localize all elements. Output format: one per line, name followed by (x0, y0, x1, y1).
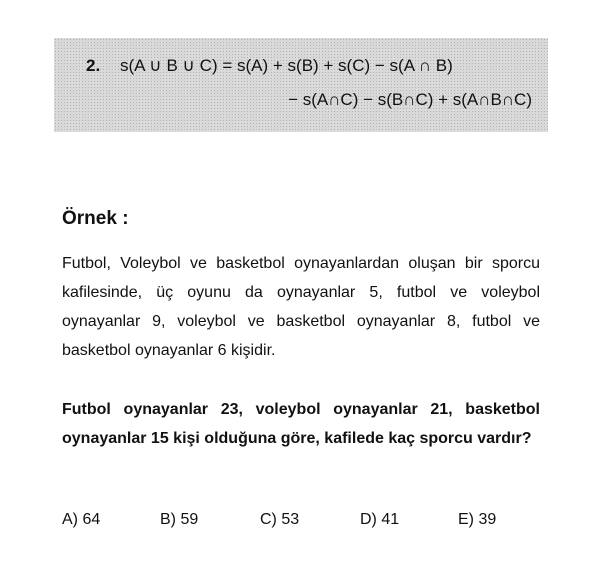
choice-a[interactable]: A) 64 (62, 511, 101, 528)
choice-d[interactable]: D) 41 (360, 511, 400, 528)
choice-c[interactable]: C) 53 (260, 511, 300, 528)
formula-number: 2. (86, 56, 101, 75)
choice-e[interactable]: E) 39 (458, 511, 497, 528)
formula-line-2: − s(A∩C) − s(B∩C) + s(A∩B∩C) (288, 90, 532, 109)
example-title: Örnek : (62, 208, 129, 229)
formula-box (54, 38, 548, 132)
choice-b[interactable]: B) 59 (160, 511, 199, 528)
problem-text: Futbol, Voleybol ve basketbol oynayanlardan oluşan bir sporcu kafilesinde, üç oyunu da oynayanlar 5, futbol ve voleybol oynayanlar 9, voleybol ve basketbol oynayanlar 8, futbol ve basketbol oynayanlar 6 kişidir. (62, 255, 540, 359)
question-text: Futbol oynayanlar 23, voleybol oynayanlar 21, basketbol oynayanlar 15 kişi olduğuna göre, kafilede kaç sporcu vardır? (62, 401, 540, 447)
formula-line-1: s(A ∪ B ∪ C) = s(A) + s(B) + s(C) − s(A ∩ B) (120, 56, 453, 75)
